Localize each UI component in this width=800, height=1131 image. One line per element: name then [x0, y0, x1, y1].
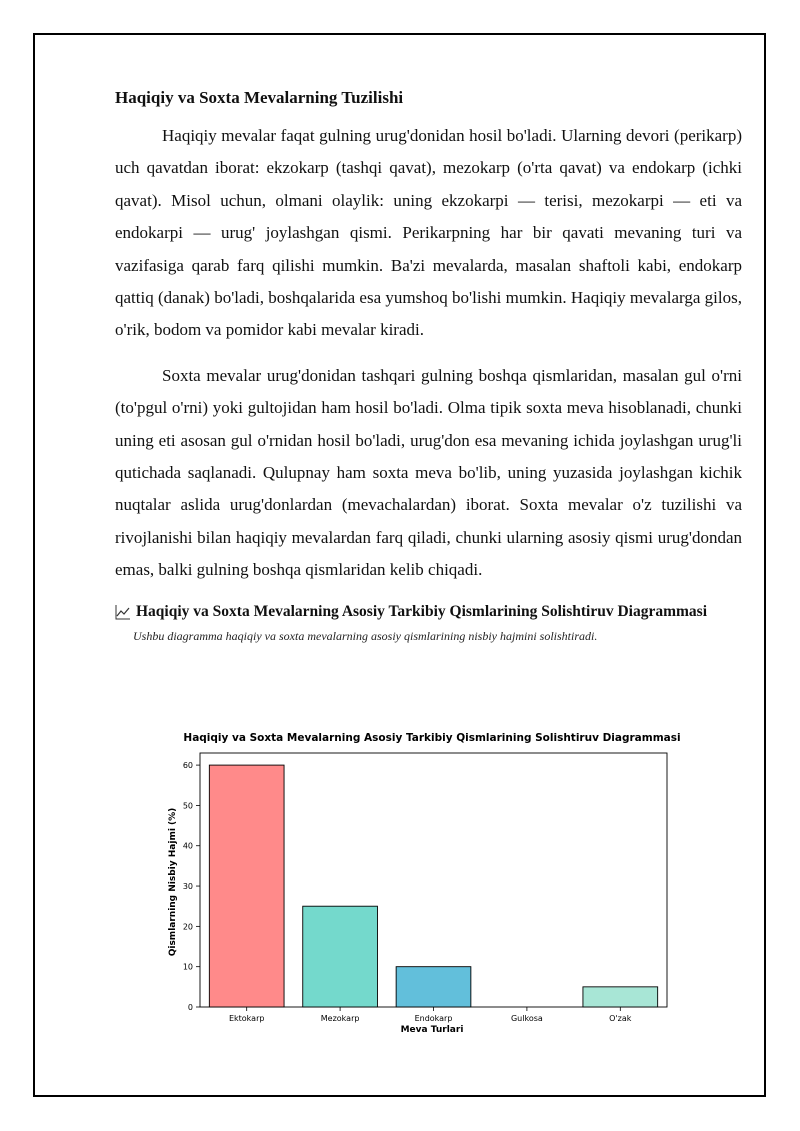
x-tick-label: Gulkosa: [510, 1014, 543, 1023]
chart-line-icon: [115, 604, 131, 620]
chart-ylabel: Qismlarning Nisbiy Hajmi (%): [168, 807, 178, 957]
x-tick-label: O'zak: [609, 1014, 632, 1023]
document-body: [115, 86, 742, 645]
y-tick-label: 50: [182, 801, 193, 811]
section-heading: Haqiqiy va Soxta Mevalarning Tuzilishi: [115, 88, 404, 107]
bar-4: [583, 987, 658, 1007]
x-tick-label: Ektokarp: [228, 1014, 265, 1023]
y-tick-label: 20: [182, 922, 193, 932]
paragraph-true-fruits: Haqiqiy mevalar faqat gulning urug'donidan hosil bo'ladi. Ularning devori (perikarp) uch qavatdan iborat: ekzokarp (tashqi qavat), mezokarp (o'rta qavat) va endokarp (ichki qavat). Misol uchun, olmani olaylik: uning ekzokarpi — terisi, mezokarpi — eti va endokarpi — urug' joylashgan qismi. Perikarpning har bir qavati mevaning turi va vazifasiga qarab farq qilishi mumkin. Ba'zi mevalarda, masalan shaftoli kabi, endokarp qattiq (danak) bo'ladi, boshqalarida esa yumshoq bo'lishi mumkin. Haqiqiy mevalarga gilos, o'rik, bodom va pomidor kabi mevalar kiradi.: [115, 126, 742, 340]
bar-0: [209, 765, 284, 1007]
y-tick-label: 0: [187, 1003, 193, 1012]
bar-2: [396, 967, 471, 1007]
paragraph-false-fruits: Soxta mevalar urug'donidan tashqari gulning boshqa qismlaridan, masalan gul o'rni (to'pgul o'rni) yoki gultojidan ham hosil bo'ladi. Olma tipik soxta meva hisoblanadi, chunki uning eti asosan gul o'rnidan hosil bo'ladi, urug'don esa mevaning ichida joylashgan urug'li qutichada saqlanadi. Qulupnay ham soxta meva bo'lib, uning yuzasida joylashgan kichik nuqtalar aslida urug'donlardan (mevachalardan) iborat. Soxta mevalar o'z tuzilishi va rivojlanishi bilan haqiqiy mevalardan farq qiladi, chunki ularning asosiy qismi urug'dondan emas, balki gulning boshqa qismlaridan kelib chiqadi.: [115, 365, 742, 580]
x-tick-label: Endokarp: [414, 1014, 453, 1023]
figure-title-text: Haqiqiy va Soxta Mevalarning Asosiy Tarkibiy Qismlarining Solishtiruv Diagrammasi: [136, 602, 708, 620]
y-tick-label: 10: [182, 962, 193, 972]
bar-chart: [160, 724, 680, 1044]
chart-title: Haqiqiy va Soxta Mevalarning Asosiy Tarkibiy Qismlarining Solishtiruv Diagrammasi: [183, 732, 680, 744]
x-tick-label: Mezokarp: [320, 1014, 360, 1023]
chart-xlabel: Meva Turlari: [400, 1025, 464, 1035]
y-tick-label: 40: [182, 841, 193, 851]
y-tick-label: 60: [182, 761, 193, 771]
figure-title: [115, 601, 742, 623]
y-tick-label: 30: [182, 882, 193, 892]
chart-svg: [160, 724, 680, 1044]
figure-caption: Ushbu diagramma haqiqiy va soxta mevalarning asosiy qismlarining nisbiy hajmini solishtiradi.: [133, 628, 598, 643]
bar-1: [303, 906, 378, 1007]
